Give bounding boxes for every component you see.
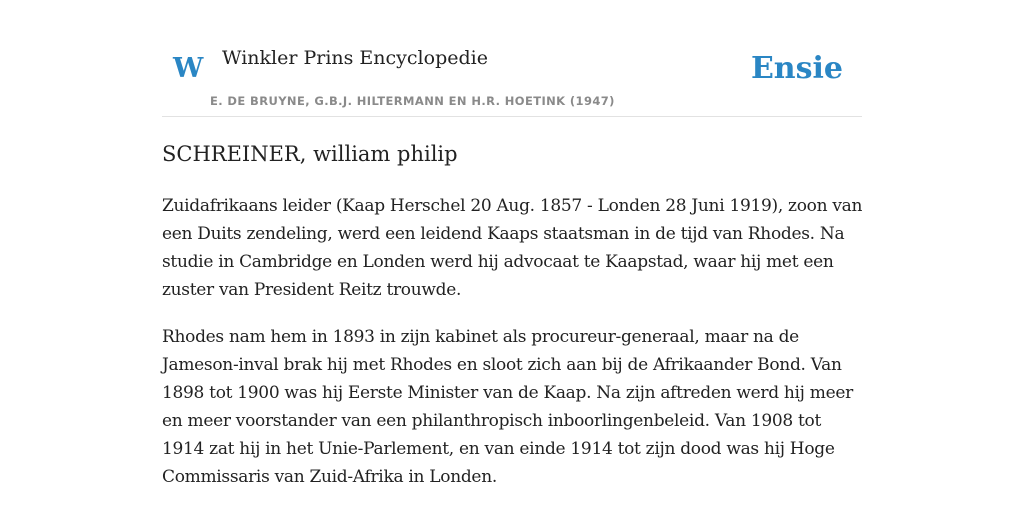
source-header — [162, 0, 862, 117]
entry-title: SCHREINER, william philip — [162, 142, 458, 166]
brand-logo[interactable]: Ensie — [750, 51, 843, 86]
entry-body — [162, 192, 864, 510]
source-title[interactable]: Winkler Prins Encyclopedie — [222, 47, 488, 69]
source-authors: E. DE BRUYNE, G.B.J. HILTERMANN EN H.R. HOETINK (1947) — [210, 94, 615, 108]
source-logo: W — [173, 53, 204, 84]
entry-paragraph: Zuidafrikaans leider (Kaap Herschel 20 Aug. 1857 - Londen 28 Juni 1919), zoon van een Duits zendeling, werd een leidend Kaaps staatsman in de tijd van Rhodes. Na studie in Cambridge en Londen werd hij advocaat te Kaapstad, waar hij met een zuster van President Reitz trouwde. — [162, 196, 863, 300]
entry-paragraph: Rhodes nam hem in 1893 in zijn kabinet als procureur-generaal, maar na de Jameson-inval brak hij met Rhodes en sloot zich aan bij de Afrikaander Bond. Van 1898 tot 1900 was hij Eerste Minister van de Kaap. Na zijn aftreden werd hij meer en meer voorstander van een philanthropisch inboorlingenbeleid. Van 1908 tot 1914 zat hij in het Unie-Parlement, en van einde 1914 tot zijn dood was hij Hoge Commissaris van Zuid-Afrika in Londen. — [162, 327, 853, 487]
